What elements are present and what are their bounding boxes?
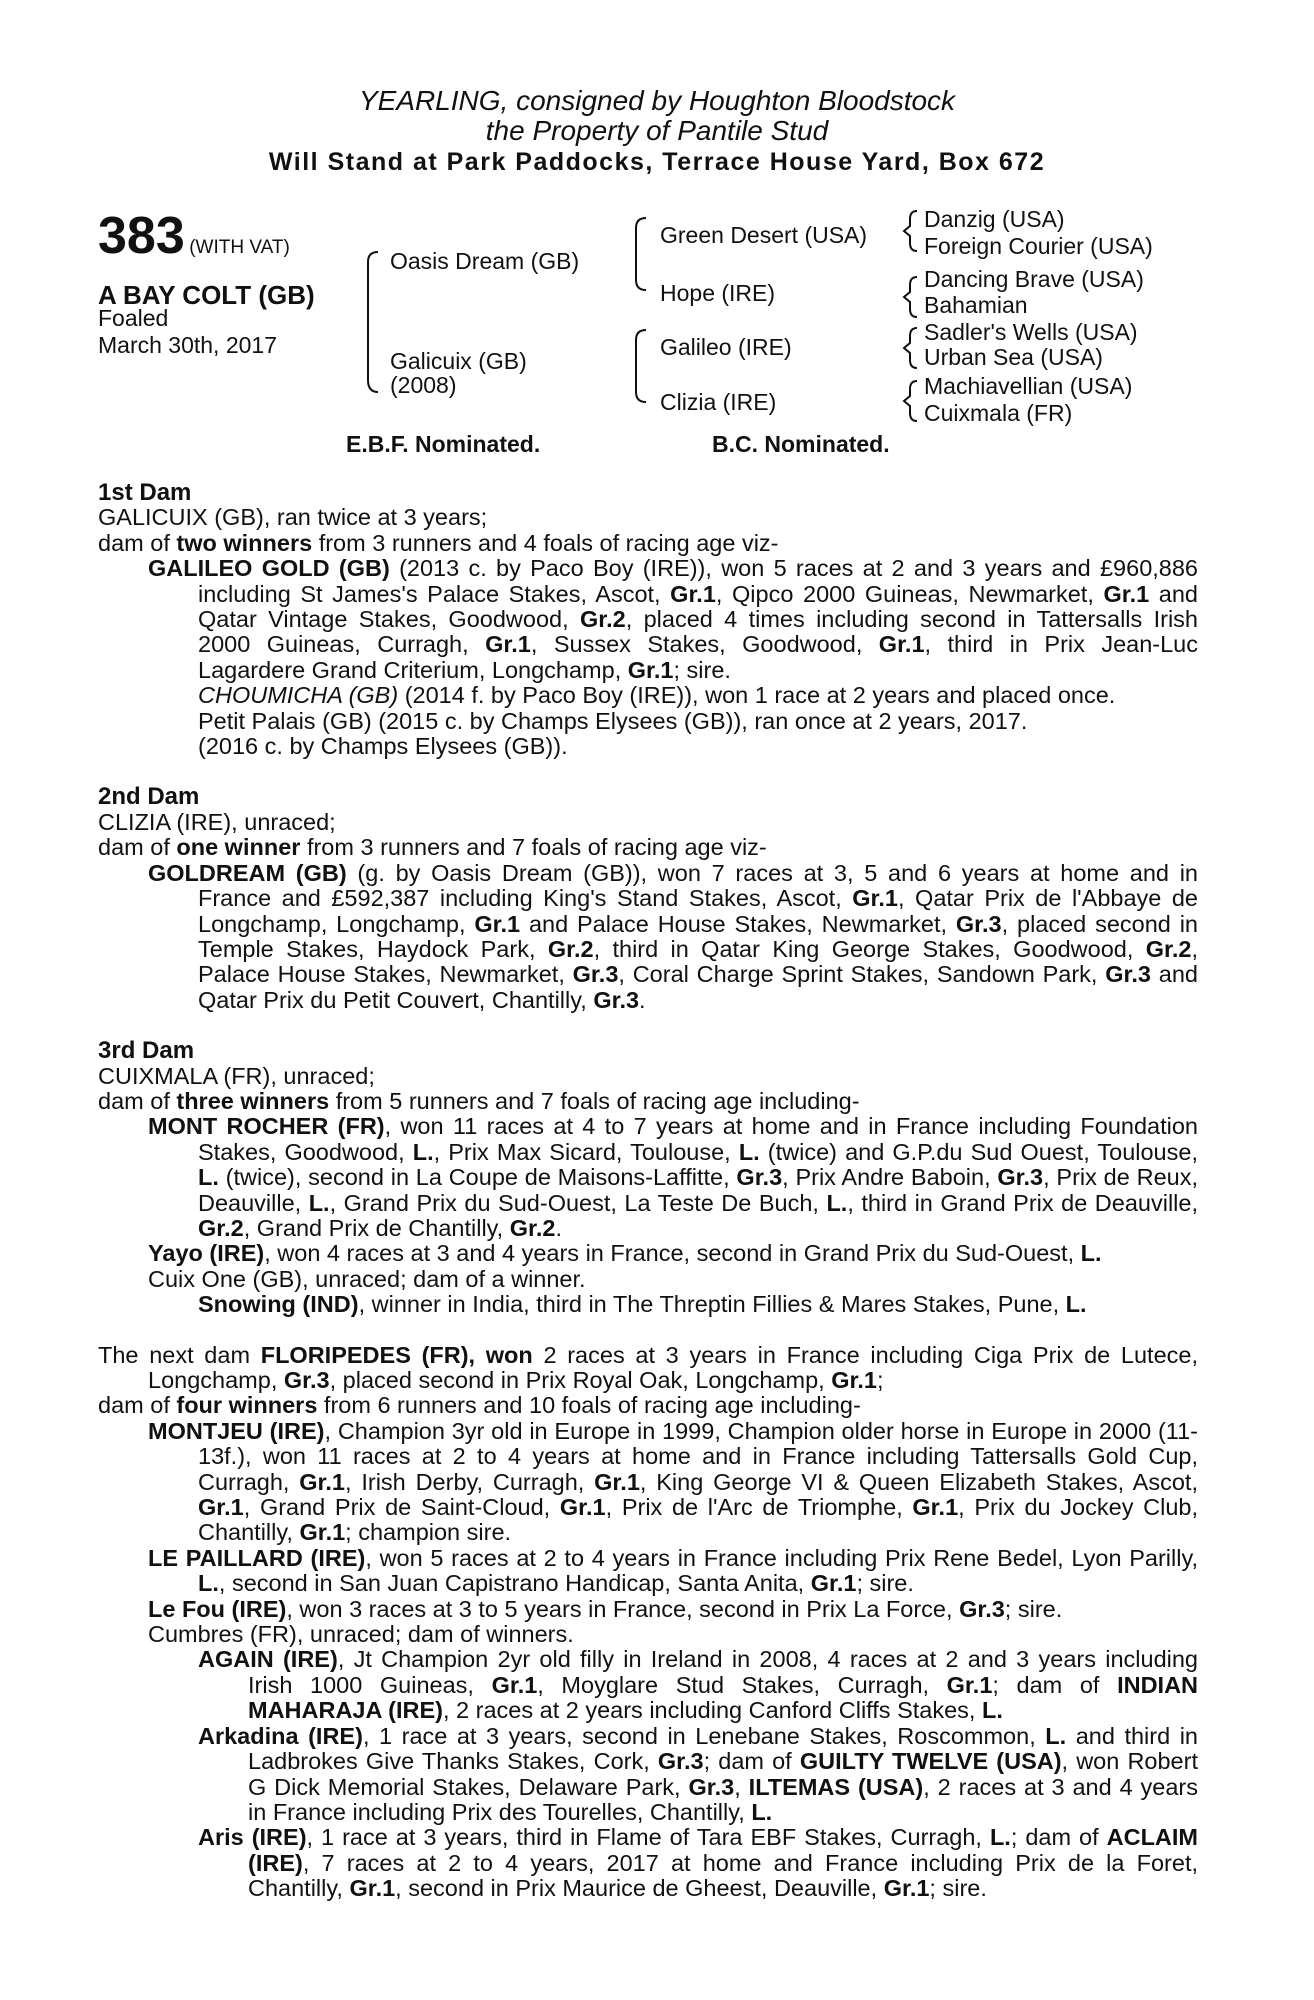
third-dam-foal-2: Yayo (IRE), won 4 races at 3 and 4 years in France, second in Grand Prix du Sud-Ouest, L. xyxy=(148,1240,1102,1267)
second-dam-line: CLIZIA (IRE), unraced; xyxy=(98,808,336,835)
grandfoal-arkadina: Arkadina (IRE), 1 race at 3 years, second in Lenebane Stakes, Roscommon, L. and third in Ladbrokes Give Thanks Stakes, Cork, Gr.3; dam of GUILTY TWELVE (USA), won Robert G Dick Memorial Stakes, Delaware Park, Gr.3, ILTEMAS (USA), 2 races at 3 and 4 years in France including Prix des Tourelles, Chantilly, L. xyxy=(198,1722,1199,1825)
gg-ddd: Cuixmala (FR) xyxy=(924,400,1073,426)
gg-dsd: Urban Sea (USA) xyxy=(924,344,1103,370)
third-dam-foal-1: MONT ROCHER (FR), won 11 races at 4 to 7 years at home and in France including Foundation Stakes, Goodwood, L., Prix Max Sicard, Toulouse, L. (twice) and G.P.du Sud Ouest, Toulouse, L. (twice), second in La Coupe de Maisons-Laffitte, Gr.3, Prix Andre Baboin, Gr.3, Prix de Reux, Deauville, L., Grand Prix du Sud-Ouest, La Teste De Buch, L., third in Grand Prix de Deauville, Gr.2, Grand Prix de Chantilly, Gr.2. xyxy=(148,1113,1198,1241)
next-dam-foal-montjeu: MONTJEU (IRE), Champion 3yr old in Europe in 1999, Champion older horse in Europe in 2000 (11-13f.), won 11 races at 2 to 4 years at home and in France including Tattersalls Gold Cup, Curragh, Gr.1, Irish Derby, Curragh, Gr.1, King George VI & Queen Elizabeth Stakes, Ascot, Gr.1, Grand Prix de Saint-Cloud, Gr.1, Prix de l'Arc de Triomphe, Gr.1, Prix du Jockey Club, Chantilly, Gr.1; champion sire. xyxy=(148,1417,1199,1546)
consignor-line: YEARLING, consigned by Houghton Bloodstock xyxy=(358,85,956,116)
first-dam-foal-2: CHOUMICHA (GB) (2014 f. by Paco Boy (IRE)), won 1 race at 2 years and placed once. xyxy=(198,682,1116,709)
dam-sire: Galileo (IRE) xyxy=(660,334,792,360)
gg-sdd: Bahamian xyxy=(924,292,1028,318)
next-dam-foal-cumbres: Cumbres (FR), unraced; dam of winners. xyxy=(148,1621,574,1648)
bc-nomination: B.C. Nominated. xyxy=(712,431,890,457)
first-dam-foal-3: Petit Palais (GB) (2015 c. by Champs Elysees (GB)), ran once at 2 years, 2017. xyxy=(198,707,1028,734)
dam-year: (2008) xyxy=(390,372,457,398)
gg-dss: Sadler's Wells (USA) xyxy=(924,319,1138,345)
sire-dam: Hope (IRE) xyxy=(660,280,776,306)
gg-sds: Dancing Brave (USA) xyxy=(924,266,1144,292)
next-dam-foal-le-fou: Le Fou (IRE), won 3 races at 3 to 5 years in France, second in Prix La Force, Gr.3; sire. xyxy=(148,1595,1063,1622)
dd-bracket xyxy=(904,381,917,421)
sire-name: Oasis Dream (GB) xyxy=(390,248,580,274)
lot-number: 383 xyxy=(98,207,185,265)
second-dam-title: 2nd Dam xyxy=(98,783,200,811)
third-dam-grandfoal-1: Snowing (IND), winner in India, third in The Threptin Fillies & Mares Stakes, Pune, L. xyxy=(198,1291,1087,1318)
ss-bracket xyxy=(904,211,917,251)
second-dam-foal-1: GOLDREAM (GB) (g. by Oasis Dream (GB)), won 7 races at 3, 5 and 6 years at home and in France and £592,387 including King's Stand Stakes, Ascot, Gr.1, Qatar Prix de l'Abbaye de Longchamp, Longchamp, Gr.1 and Palace House Stakes, Newmarket, Gr.3, placed second in Temple Stakes, Haydock Park, Gr.2, third in Qatar King George Stakes, Goodwood, Gr.2, Palace House Stakes, Newmarket, Gr.3, Coral Charge Sprint Stakes, Sandown Park, Gr.3 and Qatar Prix du Petit Couvert, Chantilly, Gr.3. xyxy=(148,859,1199,1013)
horse-name: A BAY COLT (GB) xyxy=(98,280,315,310)
next-dam-produce-line: dam of four winners from 6 runners and 10 foals of racing age including- xyxy=(98,1392,861,1419)
third-dam-line: CUIXMALA (FR), unraced; xyxy=(98,1062,375,1089)
dam-name: Galicuix (GB) xyxy=(390,348,527,374)
ds-bracket xyxy=(904,328,917,368)
dam-records xyxy=(98,480,1198,1902)
third-dam-produce-line: dam of three winners from 5 runners and 7 foals of racing age including- xyxy=(98,1087,860,1114)
vat-label: (WITH VAT) xyxy=(189,237,290,258)
dam-bracket xyxy=(636,330,646,402)
third-dam-foal-3: Cuix One (GB), unraced; dam of a winner. xyxy=(148,1265,586,1292)
ebf-nomination: E.B.F. Nominated. xyxy=(346,431,541,457)
grandfoal-aris: Aris (IRE), 1 race at 3 years, third in Flame of Tara EBF Stakes, Curragh, L.; dam of ACLAIM (IRE), 7 races at 2 to 4 years, 2017 at home and France including Prix de la Foret, Chantilly, Gr.1, second in Prix Maurice de Gheest, Deauville, Gr.1; sire. xyxy=(198,1824,1198,1902)
stand-line: Will Stand at Park Paddocks, Terrace House Yard, Box 672 xyxy=(268,148,1046,176)
third-dam-title: 3rd Dam xyxy=(98,1037,195,1065)
gg-dds: Machiavellian (USA) xyxy=(924,373,1133,399)
first-dam-foal-4: (2016 c. by Champs Elysees (GB)). xyxy=(198,733,568,760)
next-dam-foal-le-paillard: LE PAILLARD (IRE), won 5 races at 2 to 4 years in France including Prix Rene Bedel, Lyon Parilly, L., second in San Juan Capistrano Handicap, Santa Anita, Gr.1; sire. xyxy=(148,1544,1198,1597)
first-dam-line: GALICUIX (GB), ran twice at 3 years; xyxy=(98,504,488,531)
first-dam-foal-1: GALILEO GOLD (GB) (2013 c. by Paco Boy (IRE)), won 5 races at 2 and 3 years and £960,886 including St James's Palace Stakes, Ascot, Gr.1, Qipco 2000 Guineas, Newmarket, Gr.1 and Qatar Vintage Stakes, Goodwood, Gr.2, placed 4 times including second in Tattersalls Irish 2000 Guineas, Curragh, Gr.1, Sussex Stakes, Goodwood, Gr.1, third in Prix Jean-Luc Lagardere Grand Criterium, Longchamp, Gr.1; sire. xyxy=(148,555,1198,683)
sire-sire: Green Desert (USA) xyxy=(660,222,868,248)
foaled-date: March 30th, 2017 xyxy=(98,332,278,358)
sire-bracket xyxy=(636,218,646,290)
first-dam-title: 1st Dam xyxy=(98,479,192,506)
gg-sss: Danzig (USA) xyxy=(924,206,1065,232)
dam-dam: Clizia (IRE) xyxy=(660,389,777,415)
second-dam-produce-line: dam of one winner from 3 runners and 7 foals of racing age viz- xyxy=(98,834,767,861)
foaled-label: Foaled xyxy=(98,305,169,331)
property-line: the Property of Pantile Stud xyxy=(485,115,829,146)
gg-ssd: Foreign Courier (USA) xyxy=(924,233,1153,259)
grandfoal-again: AGAIN (IRE), Jt Champion 2yr old filly in Ireland in 2008, 4 races at 2 and 3 years including Irish 1000 Guineas, Gr.1, Moyglare Stud Stakes, Curragh, Gr.1; dam of INDIAN MAHARAJA (IRE), 2 races at 2 years including Canford Cliffs Stakes, L. xyxy=(198,1646,1199,1724)
next-dam-line: The next dam FLORIPEDES (FR), won 2 races at 3 years in France including Ciga Prix de Lutece, Longchamp, Gr.3, placed second in Prix Royal Oak, Longchamp, Gr.1; xyxy=(98,1341,1198,1393)
sd-bracket xyxy=(904,277,917,317)
first-dam-produce-line: dam of two winners from 3 runners and 4 foals of racing age viz- xyxy=(98,529,779,556)
main-bracket xyxy=(368,252,378,392)
